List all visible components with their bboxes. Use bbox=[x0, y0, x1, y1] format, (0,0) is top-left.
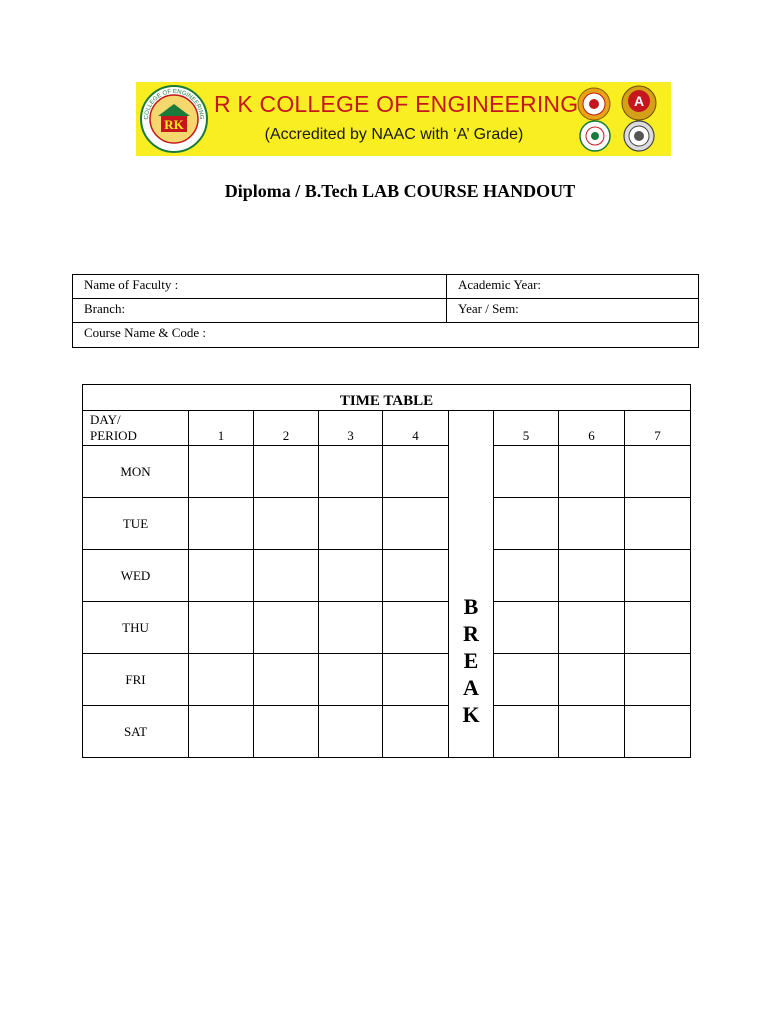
timetable-cell[interactable] bbox=[559, 654, 625, 706]
timetable-cell[interactable] bbox=[625, 706, 691, 758]
period-header: 2 bbox=[254, 411, 319, 446]
college-name: R K COLLEGE OF ENGINEERING bbox=[214, 91, 579, 117]
timetable-cell[interactable] bbox=[383, 602, 449, 654]
year-sem-field[interactable]: Year / Sem: bbox=[447, 299, 699, 323]
break-letter: A bbox=[463, 675, 479, 700]
logo-initials: RK bbox=[164, 117, 184, 132]
period-header: 6 bbox=[559, 411, 625, 446]
timetable-cell[interactable] bbox=[383, 654, 449, 706]
university-seal-icon bbox=[623, 120, 655, 152]
timetable-cell[interactable] bbox=[494, 706, 559, 758]
timetable-cell[interactable] bbox=[189, 498, 254, 550]
logo-arc-text: COLLEGE OF ENGINEERING bbox=[143, 88, 205, 120]
break-letter: R bbox=[463, 621, 479, 646]
timetable-cell[interactable] bbox=[625, 446, 691, 498]
day-label: TUE bbox=[83, 498, 189, 550]
period-header: 3 bbox=[319, 411, 383, 446]
branch-field[interactable]: Branch: bbox=[73, 299, 447, 323]
academic-year-field[interactable]: Academic Year: bbox=[447, 275, 699, 299]
timetable-cell[interactable] bbox=[494, 550, 559, 602]
table-row bbox=[83, 498, 691, 550]
day-label: THU bbox=[83, 602, 189, 654]
table-row bbox=[83, 654, 691, 706]
table-row bbox=[83, 706, 691, 758]
day-label: WED bbox=[83, 550, 189, 602]
timetable-cell[interactable] bbox=[625, 654, 691, 706]
timetable-cell[interactable] bbox=[319, 602, 383, 654]
naac-seal-icon bbox=[621, 85, 657, 121]
timetable-cell[interactable] bbox=[254, 550, 319, 602]
day-label: SAT bbox=[83, 706, 189, 758]
timetable-cell[interactable] bbox=[319, 498, 383, 550]
state-board-seal-icon bbox=[579, 120, 611, 152]
college-logo-icon bbox=[138, 84, 210, 154]
timetable-cell[interactable] bbox=[319, 706, 383, 758]
timetable-cell[interactable] bbox=[494, 498, 559, 550]
timetable-cell[interactable] bbox=[189, 446, 254, 498]
document-title: Diploma / B.Tech LAB COURSE HANDOUT bbox=[224, 181, 576, 201]
college-banner bbox=[136, 82, 671, 156]
day-label: MON bbox=[83, 446, 189, 498]
aicte-seal-icon bbox=[577, 87, 611, 121]
period-header: 4 bbox=[383, 411, 449, 446]
timetable-cell[interactable] bbox=[254, 498, 319, 550]
naac-grade-letter: A bbox=[633, 93, 645, 109]
table-row bbox=[83, 446, 691, 498]
period-header: 5 bbox=[494, 411, 559, 446]
break-letter: E bbox=[463, 648, 479, 673]
time-table bbox=[82, 384, 691, 758]
timetable-cell[interactable] bbox=[383, 706, 449, 758]
timetable-cell[interactable] bbox=[189, 550, 254, 602]
break-letter: B bbox=[463, 594, 479, 619]
break-letter: K bbox=[462, 702, 480, 727]
timetable-cell[interactable] bbox=[559, 446, 625, 498]
accreditation-line: (Accredited by NAAC with ‘A’ Grade) bbox=[264, 126, 524, 143]
day-label: FRI bbox=[83, 654, 189, 706]
timetable-cell[interactable] bbox=[559, 550, 625, 602]
timetable-cell[interactable] bbox=[189, 654, 254, 706]
day-period-header: DAY/ PERIOD bbox=[83, 411, 189, 446]
table-row bbox=[83, 550, 691, 602]
course-info-table bbox=[72, 274, 699, 348]
timetable-cell[interactable] bbox=[494, 446, 559, 498]
timetable-cell[interactable] bbox=[189, 602, 254, 654]
timetable-cell[interactable] bbox=[625, 602, 691, 654]
timetable-cell[interactable] bbox=[319, 654, 383, 706]
time-table-title: TIME TABLE bbox=[83, 385, 691, 411]
timetable-cell[interactable] bbox=[625, 498, 691, 550]
timetable-cell[interactable] bbox=[559, 706, 625, 758]
timetable-cell[interactable] bbox=[383, 550, 449, 602]
timetable-cell[interactable] bbox=[319, 446, 383, 498]
period-header: 1 bbox=[189, 411, 254, 446]
timetable-cell[interactable] bbox=[383, 498, 449, 550]
timetable-cell[interactable] bbox=[254, 446, 319, 498]
timetable-cell[interactable] bbox=[254, 602, 319, 654]
period-header: 7 bbox=[625, 411, 691, 446]
timetable-cell[interactable] bbox=[383, 446, 449, 498]
table-row bbox=[83, 602, 691, 654]
faculty-name-field[interactable]: Name of Faculty : bbox=[73, 275, 447, 299]
period-header-row bbox=[83, 411, 691, 446]
timetable-cell[interactable] bbox=[494, 654, 559, 706]
timetable-cell[interactable] bbox=[254, 654, 319, 706]
timetable-cell[interactable] bbox=[494, 602, 559, 654]
break-column bbox=[449, 411, 494, 758]
timetable-cell[interactable] bbox=[189, 706, 254, 758]
timetable-cell[interactable] bbox=[254, 706, 319, 758]
timetable-cell[interactable] bbox=[319, 550, 383, 602]
timetable-cell[interactable] bbox=[559, 498, 625, 550]
timetable-cell[interactable] bbox=[559, 602, 625, 654]
timetable-cell[interactable] bbox=[625, 550, 691, 602]
course-name-code-field[interactable]: Course Name & Code : bbox=[73, 323, 699, 348]
